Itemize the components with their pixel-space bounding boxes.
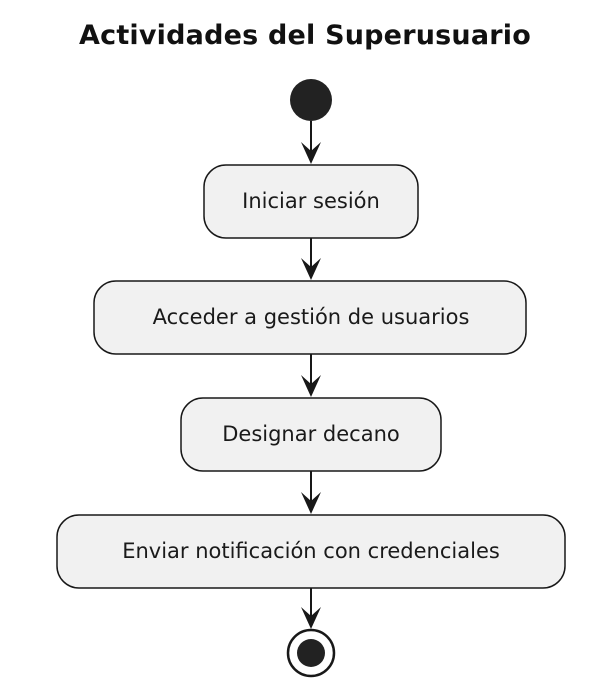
end-node [288, 630, 334, 676]
action-node-designar-decano [181, 398, 441, 471]
diagram-title: Actividades del Superusuario [79, 20, 531, 51]
flow-arrow-acceder-to-designar [301, 354, 321, 397]
action-node-iniciar-sesion [204, 165, 418, 238]
action-label: Iniciar sesión [242, 189, 380, 213]
action-label: Designar decano [222, 422, 400, 446]
flow-arrow-designar-to-enviar [301, 471, 321, 514]
flow-arrow-enviar-to-end [301, 588, 321, 629]
flow-arrow-start-to-iniciar [301, 121, 321, 164]
flow-arrow-iniciar-to-acceder [301, 238, 321, 280]
start-node [290, 79, 332, 121]
action-node-acceder-gestion-usuarios [94, 281, 526, 354]
action-label: Enviar notificación con credenciales [122, 539, 500, 563]
action-label: Acceder a gestión de usuarios [152, 305, 470, 329]
action-node-enviar-notificacion [57, 515, 565, 588]
